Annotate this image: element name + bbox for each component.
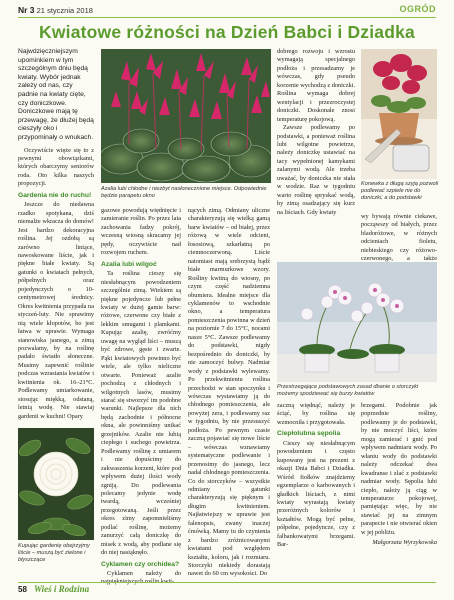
issue-date: 21 stycznia 2018 [36, 6, 93, 15]
cyclamen-caption: Azalia lubi chłodne i niezbyt nasłonecznione miejsce. Odpowiednie będzie parapetu okno [101, 186, 267, 199]
gardenia-illustration [18, 428, 94, 540]
paragraph: brzegami. Podobnie jak poprzednie rośliny, podlewamy je do podstawki, by nie moczyć liści, które mogą zamierać i gnić pod wpływem nadmiaru wody. Po właniu wody do podstawki należy odczekać dwa kwadranse i zlać z podstawki nadmiar wody. Sępolia lubi ciepło, należy ją ciąg w temperaturze pokojowej, pamiętając więc, by nie stawiać jej na zimnym parapecie i nie otwierać okien w jej pobliżu. [361, 402, 437, 536]
issue-number: Nr 3 [18, 5, 35, 15]
paragraph: Zawsze podlewamy po podstawki, a ponieważ roślina lubi wilgotne powietrze, należy doniczkę ustawiać na tacy wypełnionej kamykami zalanymi wodą. Ale trzeba uważać, by doniczka nie stała w wodzie. Raz w tygodniu warto roślinę spryskać wodą, by zimą osadzający się kurz na liściach. Gdy kwiaty [277, 124, 355, 216]
page-number: 58 [18, 585, 27, 594]
watering-photo [361, 49, 437, 179]
article-author: Małgorzata Wyrzykowska [372, 539, 437, 547]
column-3 [188, 207, 270, 579]
footer-rule [18, 582, 436, 583]
paragraph: wy bywają równie ciekawe, począwszy od białych, przez bladoróżowe, w różnych odcieniach fioletu, niebieskiego czy różowo-czerwonego, a także [361, 213, 437, 263]
paragraph: dobrego rozwoju i wzrostu wymagają specjalnego podłoża i przesadzamy je wówczas, gdy pseudo korzenie wychodzą z doniczki. Roślina wymaga dobrej wentylacji i przezroczystej doniczki. Doskonale znosi temperaturę pokojową. [277, 48, 355, 123]
header-rule [18, 17, 436, 18]
issue-info [18, 5, 93, 15]
subheading-azalia: Azalia lubi wilgoć [101, 260, 157, 268]
paragraph: Cyklamen należy do [107, 570, 181, 578]
subheading-gardenia: Gardenia nie do ruchu! [18, 191, 92, 199]
column-4-top [277, 48, 355, 217]
column-2 [101, 207, 181, 587]
section-name: OGRÓD [399, 4, 436, 14]
magazine-name: Wieś i Rodzina [34, 584, 90, 594]
paragraph: gazowe powodują więdnięcie i zamieranie roślin. Po przez lata zachowania fadzy pokrój, wczesną wiosną skracamy jej pędy, oczywiście nad rozwojem ruchem. [101, 207, 181, 257]
column-5-bottom [361, 402, 437, 548]
watering-caption: Konewka z długą szyją pozwoli podlewać szpiele nie do doniczki, a do podstawki [361, 181, 439, 201]
orchid-photo [277, 262, 437, 382]
column-4-bottom [277, 402, 355, 550]
subheading-sepolia: Ciepłolubna sępolia [277, 430, 341, 438]
paragraph: Jeszcze do niedawna rzadko spotykana, dziś niemalże wkracza do domów! Jest bardzo dekoracyjna roślina. Jej ozdobą są zarówno liniące, nawoskowane liście, jak i piękne białe kwiaty. Są gatunki o kwiatach pełnych, półpełnych oraz pojedynczych o 10-centymetrowej średnicy. Okres kwitnienia przypada na styczeń-luty. Nie sprawimy nią wiele kłopotów, bo jest łatwa w uprawie. Wymaga stanowiska jasnego, a zimą pozwalamy, by na roślinę padało światło słoneczne. Musimy zapewnić roślinie podczas wzrastania kwiatów i kwitnienia ok. 16–21°C. Podlewamy umiarkowanie, stosując miękką, odstaną, letnią wodę. Nie stawiaj gardenii w kuchni! Opary [18, 201, 94, 420]
paragraph: Ta roślina cieszy się niesłabnącym powodzeniem szczególnie zimą. Wiekiem są piękne pojedyncze lub pełne kwiaty w dużej gamie barw: różowe, czerwone czy białe z lekkim smugami i plamkami. Kupując azalię, zwróćmy uwagę na wygląd liści – muszą być zdrowe, gęste i zwarte. Pąki kwiatowych powinno być wiele, ale tylko nieliczne otwarte. Ponieważ azalie pochodzą z chłodnych i wilgotnych lasów, musimy starać się stworzyć im podobne warunki. Najlepsze dla nich będą zachodnie i północne okna, ale powinniśmy unikać grzejników. Azalie nie lubią ciepłego i suchego powietrza. Podlewamy roślinę z umiarem i nie dopuścimy do zakwaszenia korzeni, które pod wpływem dużej ilości wody zgniją. Do podlewania polecamy jedynie wodę twardą, wcześniej przegotowaną. Jeśli przez okres zimy zapomnieliśmy podlać roślinę, możemy zanurzyć całą doniczkę do misek z wodą, aby podlane się do niej nasiąknęło. [101, 270, 181, 557]
article-lead: Najwdzięczniejszym upominkiem w tym szczególnym dniu będą kwiaty. Wybór jednak zależy od nas, czy padnie na kwiaty cięte, czy doniczkowe. Doniczkowe mają tę przewagę, że dłużej będą cieszyły oko i przypominały o wnukach. [18, 48, 94, 141]
orchid-caption: Przestrzegające podstawowych zasad dbanie o storczyki możemy spodziewać się burzy kwiatów [277, 384, 419, 397]
watering-illustration [361, 49, 437, 179]
article-title: Kwiatowe różności na Dzień Babci i Dziadka [39, 22, 415, 42]
paragraph: Oczywiście więże się to z pewnymi obowiązkami, których obarczymy seniorów roda. Oto kilka naszych propozycji. [18, 146, 94, 188]
gardenia-photo [18, 428, 94, 540]
paragraph: Cieszy się niesłabnącym powodzeniem i często kupowany jest na prezent z okazji Dnia Babci i Dziadka. Wśród fiołków znajdziemy egzemplarze o karbowanych i gładkich liściach, z nimi kwiaty wyrastają kwiaty przeróżnych kolorów i kształtów. Mogą być pełne, półpełne, pojedyncze, czy z falbankowatymi brzegami. Bar- [277, 439, 355, 549]
column-1 [18, 48, 94, 421]
page-header [0, 0, 454, 18]
cyclamen-illustration [101, 49, 271, 183]
cyclamen-photo [101, 49, 271, 183]
orchid-illustration [277, 262, 437, 382]
gardenia-caption: Kupując gardenię obejrzyjmy liście – muszą być zielone i błyszczące [18, 543, 90, 563]
paragraph: nących zimą. Odmiany uliczne charakteryzują się wielką gamą barw kwiatów – od białej, przez różową w wiele odcieni, łososiową, szkarłatną po ciemnoczerwoną. Liście natomiast mają srebrzystą bądź białe marmurkowe wzory. Rośliny kwitną do wiosny, po czym część nadziemna obumiera. Idealne miejsce dla cyklamenów to wschodnie okno, a temperatura pomieszczenia powinna w dzień na poziomie 7 do 15°C, nocami nasze 5°C. Zawsze podlewamy do podstawki, nigdy bezpośrednio do doniczki, by nie zamoczyć bulwy. Nadmiar wody z podstawki wylewamy. Po przekwitnieniu roślina przechodzi w stan spoczynku i wówczas wystawiamy ją do chłodnego pomieszczenia, ale powyżej zera, i podlewamy raz w tygodniu, by nie przesuszyć podłoża. Po pewnym czasie zaczną pojawiać się nowe liście – wówczas wznawiamy systematyczne podlewanie i przenosimy do jasnego, lecz nadal chłodnego pomieszczenia. Co do storczyków – wszystkie odmiany i gatunki charakteryzują się pięknym i długim kwitnieniem. Najłatwiejszy w uprawie jest falenopsis, zwany inaczej ćmówką. Mamy tu do czynienia z bardzo zróżnicowanymi kwiatami pod względem kształtu, koloru, jak i rozmiaru. Storczyki niekiedy dorastają nawet do 60 cm wysokości. Do [188, 207, 270, 578]
paragraph: zaczną więdnąć, należy je ściąć, by roślina się wzmocniła i przygotowała. [277, 402, 355, 426]
subheading-cyclamen: Cyklamen czy orchidea? [101, 560, 180, 568]
